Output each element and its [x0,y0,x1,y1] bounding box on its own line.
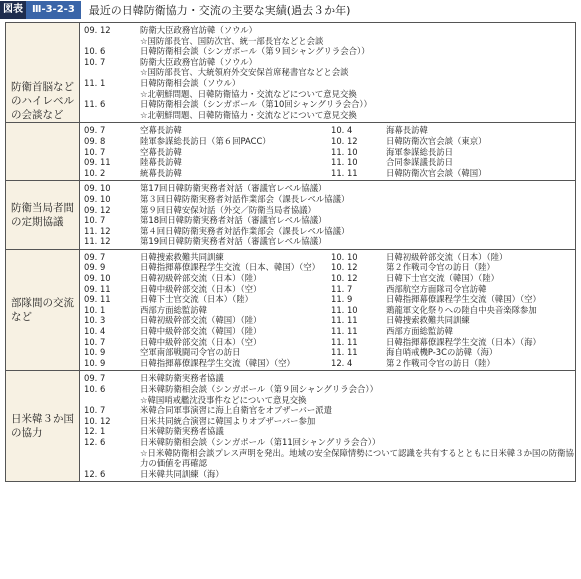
event-date: 10. 12 [84,415,111,426]
event-text: ☆韓国哨戒艦沈没事件などについて意見交換 [140,394,307,405]
event-text: 西部航空方面隊司令官訪韓 [386,283,487,294]
event-entry [84,157,331,168]
events-column-left [84,252,331,369]
event-date: 09. 11 [84,157,111,168]
event-text: 日韓防衛相会談（シンガポール（第10回シャングリラ会合）） [140,99,372,110]
event-text: 日米韓防衛相会談（シンガポール（第11回シャングリラ会合）） [140,436,381,447]
event-text: 日韓初級幹部交流（日本）（陸） [140,273,262,284]
event-entry [84,226,575,237]
event-entry [84,183,575,194]
event-entry [84,89,575,100]
event-date: 11. 7 [331,283,353,294]
event-entry [331,337,575,348]
event-date: 11. 11 [331,336,358,347]
event-entry [84,337,331,348]
events-cell [80,181,575,249]
event-entry [331,168,575,179]
event-date: 09. 7 [84,125,106,136]
event-entry [84,136,331,147]
event-text: 陸軍参謀総長訪日（第６回PACC） [140,135,271,146]
event-entry [84,262,331,273]
event-entry [84,78,575,89]
event-text: 日韓中級幹部交流（韓国）（陸） [140,326,262,337]
event-text: 海軍参謀総長訪日 [386,146,453,157]
event-date: 10. 9 [84,357,106,368]
event-entry [84,273,331,284]
event-date: 10. 4 [331,125,353,136]
event-date: 10. 3 [84,315,106,326]
event-entry [331,358,575,369]
event-text: 日韓防衛次官会談（東京） [386,135,487,146]
event-date: 09. 7 [84,251,106,262]
event-entry [331,157,575,168]
event-date: 12. 4 [331,357,353,368]
table-row [6,23,575,123]
event-text: 第２作戦司令官の訪日（陸） [386,357,495,368]
event-entry [84,426,575,437]
event-date: 10. 4 [84,326,106,337]
event-text: 日韓中級幹部交流（日本）（空） [140,336,262,347]
event-date: 10. 9 [84,347,106,358]
event-text: 統幕長訪韓 [140,167,182,178]
category-cell: 日米韓３か国の協力 [6,371,80,481]
event-entry [84,294,331,305]
table-row [6,250,575,372]
event-text: 日韓下士官交流（韓国）（陸） [386,273,500,284]
category-cell: 防衛首脳などのハイレベルの会談など [6,23,80,122]
event-text: 陸幕長訪韓 [140,157,182,168]
event-entry [84,252,331,263]
event-date: 11. 10 [331,304,358,315]
event-date [84,67,140,78]
event-date: 11. 11 [331,167,358,178]
event-entry [84,125,331,136]
event-text: 日韓指揮幕僚課程学生交流（韓国）（空） [386,294,541,305]
event-text: 防衛大臣政務官訪韓（ソウル） [140,25,257,35]
event-text: 防衛大臣政務官訪韓（ソウル） [140,56,257,67]
event-text: 日米韓共同訓練（海） [140,468,224,479]
figure-header [0,0,581,20]
event-entry [331,125,575,136]
event-text: 日米韓防衛実務者協議 [140,373,224,384]
event-text: 日韓初級幹部交流（日本）（陸） [386,251,508,262]
event-text: 日米韓防衛相会談（シンガポール（第９回シャングリラ会合）） [140,384,378,394]
event-text: 第２作戦司令官の訪日（陸） [386,262,495,273]
event-text: 第３回日韓防衛実務者対話作業部会（課長レベル協議） [140,193,350,204]
event-date: 10. 7 [84,336,106,347]
event-entry [84,305,331,316]
event-text: 第19回日韓防衛実務者対話（審議官レベル協議） [140,236,327,247]
event-text: 米韓合同軍事演習に海上自衛官をオブザーバー派遣 [140,405,332,416]
category-cell [6,123,80,180]
event-text: 日韓下士官交流（日本）（陸） [140,294,254,305]
event-date: 10. 2 [84,167,106,178]
event-entry [84,215,575,226]
figure-badge [0,1,81,19]
event-text: 日韓捜索救難共同訓練 [386,315,470,326]
events-column-right [331,252,575,369]
event-entry [84,326,331,337]
event-entry [84,416,575,427]
event-date: 10. 12 [331,262,358,273]
event-date: 10. 7 [84,405,106,416]
figure-title: 最近の日韓防衛協力・交流の主要な実績(過去３か年) [88,4,351,17]
event-entry [84,168,331,179]
event-text: 第18回日韓防衛実務者対話（審議官レベル協議） [140,215,327,226]
event-date: 10. 7 [84,56,106,67]
event-date: 09. 10 [84,193,111,204]
events-cell [80,23,575,122]
event-entry [331,347,575,358]
event-entry [331,305,575,316]
event-date: 11. 11 [331,326,358,337]
exchange-table [5,22,576,482]
event-date: 09. 12 [84,204,111,215]
event-date: 10. 6 [84,384,106,394]
event-text: 日韓防衛次官会談（韓国） [386,167,487,178]
event-entry [84,437,575,448]
event-text: 西部方面総監訪韓 [140,304,207,315]
event-entry [84,358,331,369]
event-date: 11. 12 [84,236,111,247]
event-entry [331,147,575,158]
event-text: ☆国防部長官、国防次官、統一部長官などと会談 [140,35,324,46]
event-text: 第４回日韓防衛実務者対話作業部会（課長レベル協議） [140,225,350,236]
event-text: 空幕長訪韓 [140,146,182,157]
event-entry [84,384,575,395]
category-cell: 防衛当局者間の定期協議 [6,181,80,249]
event-date: 09. 9 [84,262,106,273]
event-text: 空軍南部戦闘司令官の訪日 [140,347,241,358]
event-text: 日韓指揮幕僚課程学生交流（日本）（海） [386,336,541,347]
event-entry [84,57,575,68]
event-date: 09. 10 [84,183,111,194]
events-cell [80,250,575,371]
event-text: 第17回日韓防衛実務者対話（審議官レベル協議） [140,183,327,194]
event-entry [84,67,575,78]
event-date: 10. 6 [84,46,106,57]
event-entry [331,136,575,147]
event-date: 11. 10 [331,157,358,168]
event-date [84,395,140,406]
event-text: 海幕長訪韓 [386,125,428,136]
event-date: 12. 6 [84,436,106,447]
event-date: 10. 12 [331,273,358,284]
event-text: 日韓防衛相会談（ソウル） [140,77,241,88]
events-cell [80,371,575,481]
event-date: 09. 7 [84,373,106,384]
event-date: 11. 10 [331,146,358,157]
event-date: 10. 12 [331,135,358,146]
event-entry [331,252,575,263]
event-text: 日韓中級幹部交流（日本）（空） [140,283,262,294]
event-entry [84,46,575,57]
event-date: 11. 11 [331,315,358,326]
events-cell [80,123,575,180]
event-date: 10. 7 [84,146,106,157]
event-date: 09. 10 [84,273,111,284]
event-date [84,110,140,121]
event-date: 09. 8 [84,135,106,146]
event-text: 海自哨戒機P-3Cの訪韓（海） [386,347,498,358]
event-date: 10. 7 [84,215,106,226]
figure-label: 図表 [0,1,26,19]
event-text: ☆国防部長官、大統領府外交安保首席秘書官などと会談 [140,67,349,78]
event-date: 11. 6 [84,99,106,110]
event-date: 10. 10 [331,251,358,262]
event-entry [84,373,575,384]
event-entry [84,284,331,295]
event-entry [84,405,575,416]
event-entry [84,99,575,110]
event-date [84,448,140,469]
event-entry [331,315,575,326]
event-date: 09. 12 [84,25,111,35]
event-date [84,36,140,47]
event-date: 10. 1 [84,304,106,315]
event-text: ☆日米韓防衛相会談プレス声明を発出。地域の安全保障情勢について認識を共有するとともに日米韓３か国の防衛協力の価値を再確認 [140,447,574,469]
event-entry [84,36,575,47]
event-entry [331,284,575,295]
event-entry [84,469,575,480]
event-entry [84,448,575,469]
table-row [6,181,575,250]
event-entry [84,236,575,247]
event-text: 日韓初級幹部交流（韓国）（陸） [140,315,262,326]
event-text: 日韓指揮幕僚課程学生交流（韓国）（空） [140,357,295,368]
event-text: 西部方面総監訪韓 [386,326,453,337]
event-date [84,89,140,100]
events-column-left [84,125,331,178]
event-date: 11. 11 [331,347,358,358]
event-text: 日韓防衛相会談（シンガポール（第９回シャングリラ会合）） [140,46,370,57]
event-entry [84,315,331,326]
event-entry [331,273,575,284]
event-entry [84,205,575,216]
event-text: ☆北朝鮮問題、日韓防衛協力・交流などについて意見交換 [140,88,357,99]
event-text: 日韓捜索救難共同訓練 [140,251,224,262]
event-text: ☆北朝鮮問題、日韓防衛協力・交流などについて意見交換 [140,109,357,120]
event-text: 日韓指揮幕僚課程学生交流（日本、韓国）（空） [140,262,321,273]
event-text: 日米韓防衛実務者協議 [140,426,224,437]
event-date: 11. 9 [331,294,353,305]
event-entry [84,147,331,158]
event-text: 空幕長訪韓 [140,125,182,136]
event-entry [84,347,331,358]
event-entry [84,395,575,406]
events-column-right [331,125,575,178]
event-entry [331,262,575,273]
event-text: 第９回日韓安保対話（外交／防衛当局者協議） [140,204,316,215]
event-date: 11. 1 [84,77,106,88]
event-date: 09. 11 [84,294,111,305]
event-entry [331,294,575,305]
event-entry [84,194,575,205]
event-entry [84,25,575,36]
event-entry [331,326,575,337]
event-date: 12. 6 [84,468,106,479]
event-text: 合同参謀議長訪日 [386,157,453,168]
event-entry [84,110,575,121]
table-row [6,371,575,481]
table-row [6,123,575,181]
event-date: 11. 12 [84,225,111,236]
figure-number: Ⅲ-3-2-3 [26,1,81,19]
event-text: 日米共同統合演習に韓国よりオブザーバー参加 [140,415,316,426]
event-date: 12. 1 [84,426,106,437]
category-cell: 部隊間の交流など [6,250,80,371]
event-text: 鶏龍軍文化祭りへの陸自中央音楽隊参加 [386,304,537,315]
event-date: 09. 11 [84,283,111,294]
